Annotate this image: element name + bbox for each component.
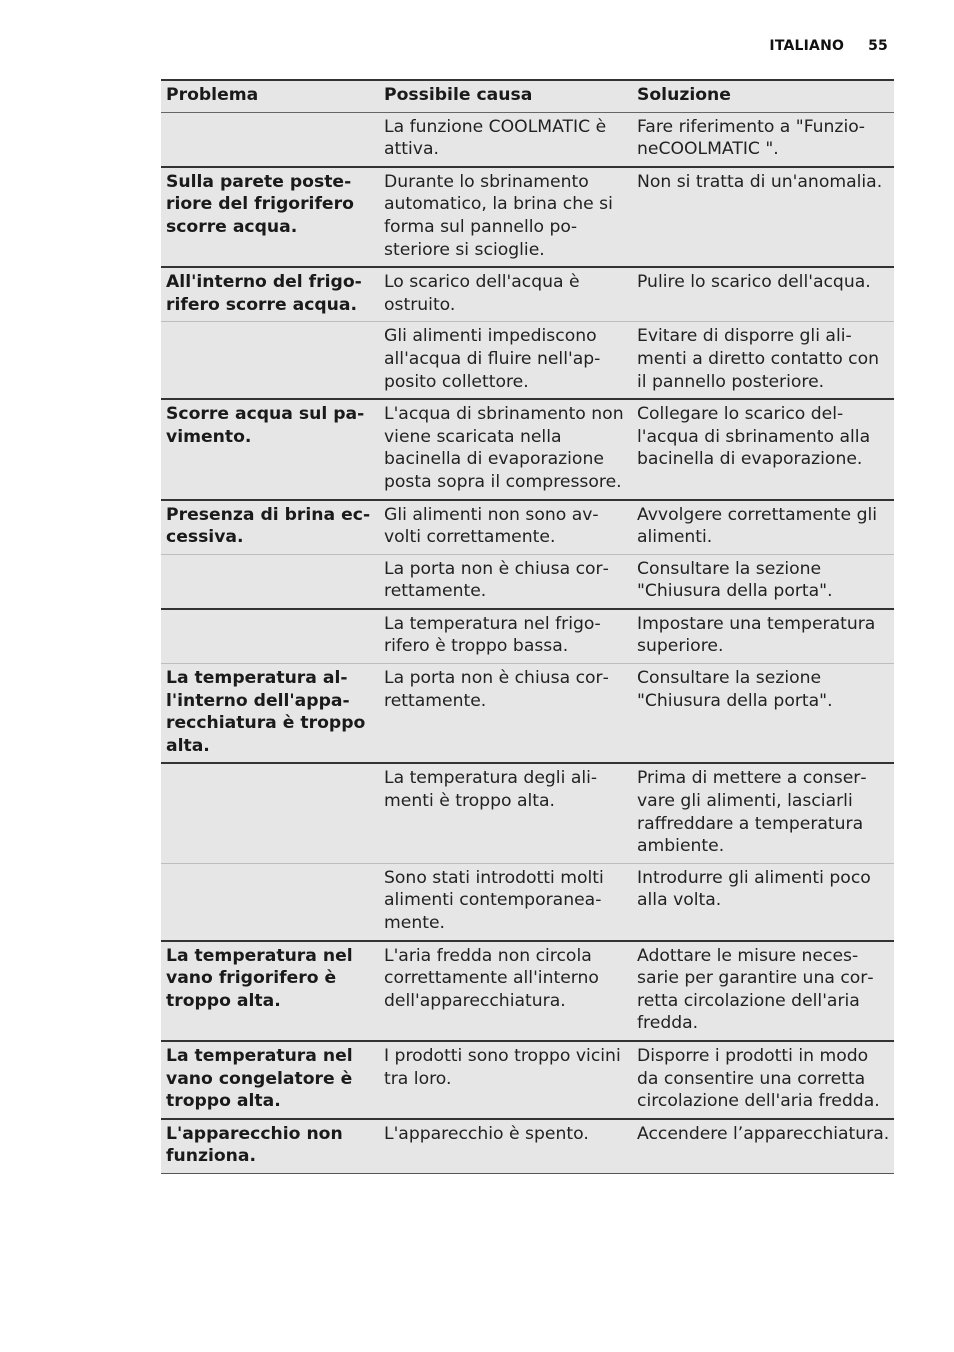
language-label: ITALIANO xyxy=(769,38,845,54)
column-header-solution: Soluzione xyxy=(632,80,894,112)
solution-cell: Introdurre gli alimenti poco alla volta. xyxy=(632,863,894,940)
problem-cell xyxy=(161,554,379,609)
table-row xyxy=(161,609,894,664)
table-row xyxy=(161,167,894,267)
problem-cell xyxy=(161,112,379,167)
table-row xyxy=(161,399,894,499)
table-row xyxy=(161,863,894,940)
table-row xyxy=(161,1119,894,1174)
solution-cell: Prima di mettere a conservare gli alimenti, lasciarli raffreddare a temperatura ambiente. xyxy=(632,763,894,863)
cause-cell: La porta non è chiusa correttamente. xyxy=(379,664,632,764)
table-header-row xyxy=(161,80,894,112)
table-row xyxy=(161,941,894,1041)
table-row xyxy=(161,664,894,764)
cause-cell: La funzione COOLMATIC è attiva. xyxy=(379,112,632,167)
problem-cell: Scorre acqua sul pavimento. xyxy=(161,399,379,499)
problem-cell xyxy=(161,322,379,399)
page-number: 55 xyxy=(868,38,888,54)
solution-cell: Collegare lo scarico dell'acqua di sbrinamento alla bacinella di evaporazione. xyxy=(632,399,894,499)
table-row xyxy=(161,112,894,167)
solution-cell: Disporre i prodotti in modo da consentire una corretta circolazione dell'aria fredda. xyxy=(632,1041,894,1119)
solution-cell: Evitare di disporre gli alimenti a diretto contatto con il pannello posteriore. xyxy=(632,322,894,399)
cause-cell: La temperatura degli alimenti è troppo alta. xyxy=(379,763,632,863)
cause-cell: Sono stati introdotti molti alimenti contemporaneamente. xyxy=(379,863,632,940)
problem-cell: La temperatura all'interno dell'apparecchiatura è troppo alta. xyxy=(161,664,379,764)
cause-cell: Gli alimenti non sono avvolti correttamente. xyxy=(379,500,632,555)
table-row xyxy=(161,554,894,609)
cause-cell: L'apparecchio è spento. xyxy=(379,1119,632,1174)
solution-cell: Consultare la sezione "Chiusura della porta". xyxy=(632,664,894,764)
cause-cell: Gli alimenti impediscono all'acqua di fluire nell'apposito collettore. xyxy=(379,322,632,399)
cause-cell: L'acqua di sbrinamento non viene scaricata nella bacinella di evaporazione posta sopra il compressore. xyxy=(379,399,632,499)
cause-cell: Lo scarico dell'acqua è ostruito. xyxy=(379,267,632,322)
cause-cell: La porta non è chiusa correttamente. xyxy=(379,554,632,609)
solution-cell: Accendere l’apparecchiatura. xyxy=(632,1119,894,1174)
table-row xyxy=(161,500,894,555)
problem-cell xyxy=(161,609,379,664)
problem-cell: L'apparecchio non funziona. xyxy=(161,1119,379,1174)
cause-cell: L'aria fredda non circola correttamente all'interno dell'apparecchiatura. xyxy=(379,941,632,1041)
table-row xyxy=(161,322,894,399)
column-header-problem: Problema xyxy=(161,80,379,112)
table-row xyxy=(161,267,894,322)
problem-cell: La temperatura nel vano frigorifero è troppo alta. xyxy=(161,941,379,1041)
solution-cell: Adottare le misure necessarie per garantire una corretta circolazione dell'aria fredda. xyxy=(632,941,894,1041)
problem-cell: Sulla parete posteriore del frigorifero scorre acqua. xyxy=(161,167,379,267)
solution-cell: Non si tratta di un'anomalia. xyxy=(632,167,894,267)
troubleshooting-table xyxy=(161,79,894,1174)
solution-cell: Pulire lo scarico dell'acqua. xyxy=(632,267,894,322)
table-row xyxy=(161,1041,894,1119)
cause-cell: I prodotti sono troppo vicini tra loro. xyxy=(379,1041,632,1119)
table-row xyxy=(161,763,894,863)
problem-cell xyxy=(161,763,379,863)
problem-cell: La temperatura nel vano congelatore è troppo alta. xyxy=(161,1041,379,1119)
solution-cell: Fare riferimento a "FunzioneCOOLMATIC ". xyxy=(632,112,894,167)
solution-cell: Avvolgere correttamente gli alimenti. xyxy=(632,500,894,555)
cause-cell: La temperatura nel frigorifero è troppo bassa. xyxy=(379,609,632,664)
page-header xyxy=(769,38,888,54)
column-header-cause: Possibile causa xyxy=(379,80,632,112)
cause-cell: Durante lo sbrinamento automatico, la brina che si forma sul pannello posteriore si scioglie. xyxy=(379,167,632,267)
problem-cell: All'interno del frigorifero scorre acqua. xyxy=(161,267,379,322)
solution-cell: Consultare la sezione "Chiusura della porta". xyxy=(632,554,894,609)
problem-cell: Presenza di brina eccessiva. xyxy=(161,500,379,555)
problem-cell xyxy=(161,863,379,940)
solution-cell: Impostare una temperatura superiore. xyxy=(632,609,894,664)
